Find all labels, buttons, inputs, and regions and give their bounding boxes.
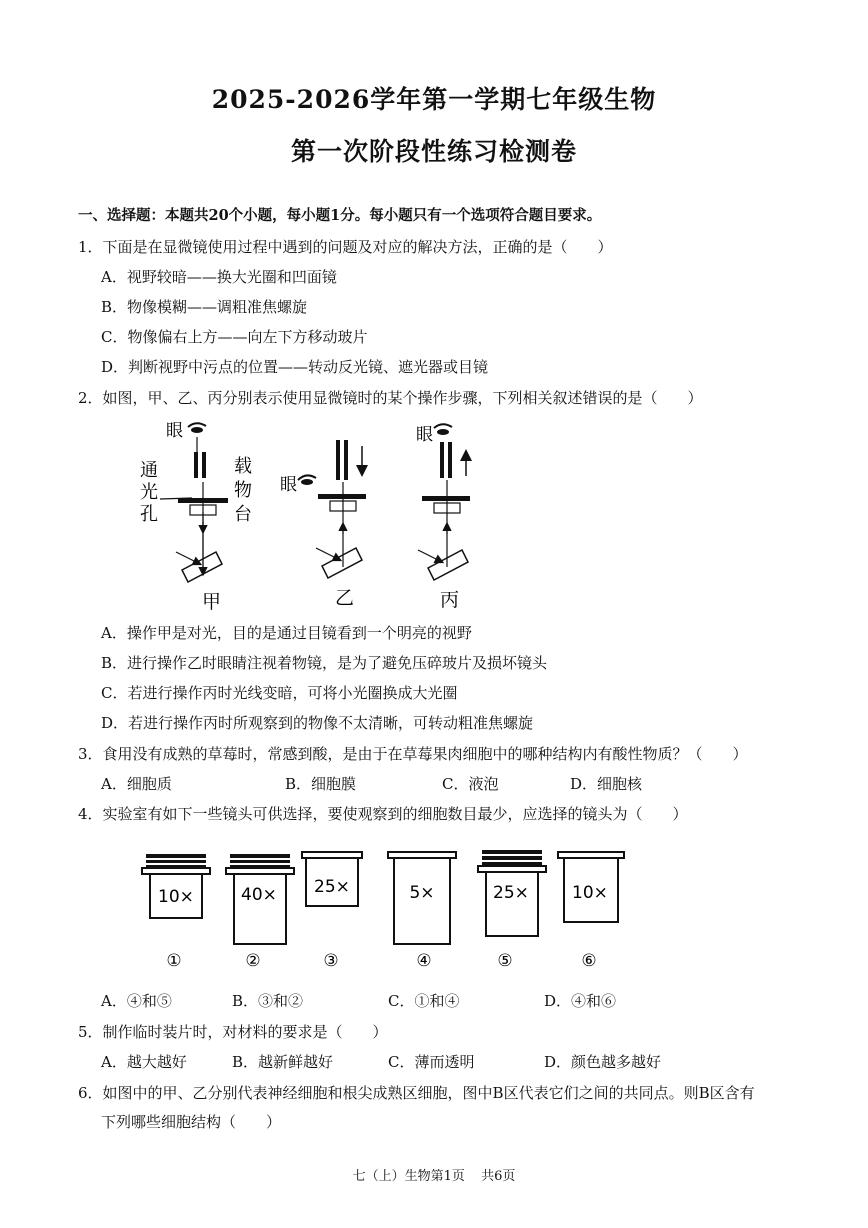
question-3-stem: 3．食用没有成熟的草莓时，常感到酸，是由于在草莓果肉细胞中的哪种结构内有酸性物质？（ ） bbox=[78, 745, 748, 763]
question-2-option-b: B．进行操作乙时眼睛注视着物镜，是为了避免压碎玻片及损坏镜头 bbox=[101, 654, 548, 672]
microscope-figure bbox=[130, 412, 510, 617]
lens-2-label: 40× bbox=[241, 885, 277, 905]
lens-1 bbox=[142, 854, 210, 971]
diagram-bing bbox=[416, 424, 470, 611]
eye-label: 眼 bbox=[166, 421, 183, 441]
lens-4-number: ④ bbox=[416, 951, 432, 971]
diagram-jia bbox=[140, 421, 252, 613]
footer-total-pages: 共6页 bbox=[481, 1169, 516, 1184]
lens-4 bbox=[388, 852, 456, 971]
page-footer bbox=[0, 1165, 868, 1184]
question-5-option-a: A．越大越好 bbox=[101, 1053, 187, 1071]
caption-yi: 乙 bbox=[335, 587, 355, 609]
aperture-label-1: 通 bbox=[140, 460, 158, 481]
diagram-yi bbox=[280, 440, 366, 609]
mirror-shape bbox=[428, 550, 468, 580]
question-5-options bbox=[101, 1052, 801, 1072]
question-1-option-d: D．判断视野中污点的位置——转动反光镜、遮光器或目镜 bbox=[101, 358, 489, 376]
question-6-stem-continued: 下列哪些细胞结构（ ） bbox=[101, 1113, 282, 1131]
aperture-label-2: 光 bbox=[140, 482, 158, 503]
caption-bing: 丙 bbox=[440, 589, 460, 611]
question-3-options bbox=[101, 774, 801, 794]
footer-page-label: 七（上）生物第1页 bbox=[352, 1169, 465, 1184]
question-3-option-a: A．细胞质 bbox=[101, 775, 172, 793]
eye-icon bbox=[188, 423, 206, 433]
eye-icon bbox=[434, 424, 452, 435]
question-6-stem: 6．如图中的甲、乙分别代表神经细胞和根尖成熟区细胞，图中B区代表它们之间的共同点。则B区含有 bbox=[78, 1084, 755, 1102]
eye-icon bbox=[298, 475, 316, 485]
lens-3-label: 25× bbox=[314, 877, 350, 897]
question-1-option-b: B．物像模糊——调粗准焦螺旋 bbox=[101, 298, 308, 316]
question-2-option-c: C．若进行操作丙时光线变暗，可将小光圈换成大光圈 bbox=[101, 684, 458, 702]
question-5-option-d: D．颜色越多越好 bbox=[544, 1053, 662, 1071]
question-2-option-a: A．操作甲是对光，目的是通过目镜看到一个明亮的视野 bbox=[101, 624, 472, 642]
lens-6-number: ⑥ bbox=[581, 951, 597, 971]
lens-3 bbox=[302, 852, 362, 971]
question-2-option-d: D．若进行操作丙时所观察到的物像不太清晰，可转动粗准焦螺旋 bbox=[101, 714, 534, 732]
question-4-option-a: A．④和⑤ bbox=[101, 992, 172, 1010]
eye-label-yi: 眼 bbox=[280, 475, 297, 495]
lens-2-number: ② bbox=[245, 951, 261, 971]
lens-5 bbox=[478, 850, 546, 971]
lens-6 bbox=[558, 852, 624, 971]
question-3-option-b: B．细胞膜 bbox=[285, 775, 357, 793]
question-4-options bbox=[101, 991, 801, 1011]
aperture-label-3: 孔 bbox=[140, 504, 158, 525]
question-3-option-d: D．细胞核 bbox=[570, 775, 643, 793]
question-1-stem: 1．下面是在显微镜使用过程中遇到的问题及对应的解决方法，正确的是（ ） bbox=[78, 238, 613, 256]
question-3-option-c: C．液泡 bbox=[442, 775, 499, 793]
lens-2 bbox=[226, 854, 294, 971]
question-5-option-c: C．薄而透明 bbox=[388, 1053, 475, 1071]
lens-5-number: ⑤ bbox=[497, 951, 513, 971]
caption-jia: 甲 bbox=[202, 591, 222, 613]
lens-4-label: 5× bbox=[409, 883, 435, 903]
lens-figure bbox=[130, 842, 650, 978]
question-5-stem: 5．制作临时装片时，对材料的要求是（ ） bbox=[78, 1023, 388, 1041]
stage-label-2: 物 bbox=[234, 480, 252, 501]
section-heading: 一、选择题：本题共20个小题，每小题1分。每小题只有一个选项符合题目要求。 bbox=[78, 207, 602, 224]
question-1-option-a: A．视野较暗——换大光圈和凹面镜 bbox=[101, 268, 337, 286]
exam-title: 2025-2026学年第一学期七年级生物 bbox=[211, 85, 657, 114]
mirror-shape bbox=[182, 552, 222, 582]
lens-6-label: 10× bbox=[572, 883, 608, 903]
question-2-stem: 2．如图，甲、乙、丙分别表示使用显微镜时的某个操作步骤，下列相关叙述错误的是（ ） bbox=[78, 389, 703, 407]
eye-label-bing: 眼 bbox=[416, 425, 433, 445]
question-1-option-c: C．物像偏右上方——向左下方移动玻片 bbox=[101, 328, 368, 346]
question-4-option-c: C．①和④ bbox=[388, 992, 460, 1010]
lens-3-number: ③ bbox=[323, 951, 339, 971]
question-4-option-d: D．④和⑥ bbox=[544, 992, 617, 1010]
lens-5-label: 25× bbox=[493, 883, 529, 903]
question-5-option-b: B．越新鲜越好 bbox=[232, 1053, 334, 1071]
lens-1-label: 10× bbox=[158, 887, 194, 907]
mirror-shape bbox=[322, 548, 362, 578]
exam-subtitle: 第一次阶段性练习检测卷 bbox=[290, 137, 577, 166]
question-4-stem: 4．实验室有如下一些镜头可供选择，要使观察到的细胞数目最少，应选择的镜头为（ ） bbox=[78, 805, 688, 823]
lens-1-number: ① bbox=[166, 951, 182, 971]
stage-label-1: 载 bbox=[234, 456, 252, 477]
stage-label-3: 台 bbox=[234, 504, 252, 525]
question-4-option-b: B．③和② bbox=[232, 992, 304, 1010]
